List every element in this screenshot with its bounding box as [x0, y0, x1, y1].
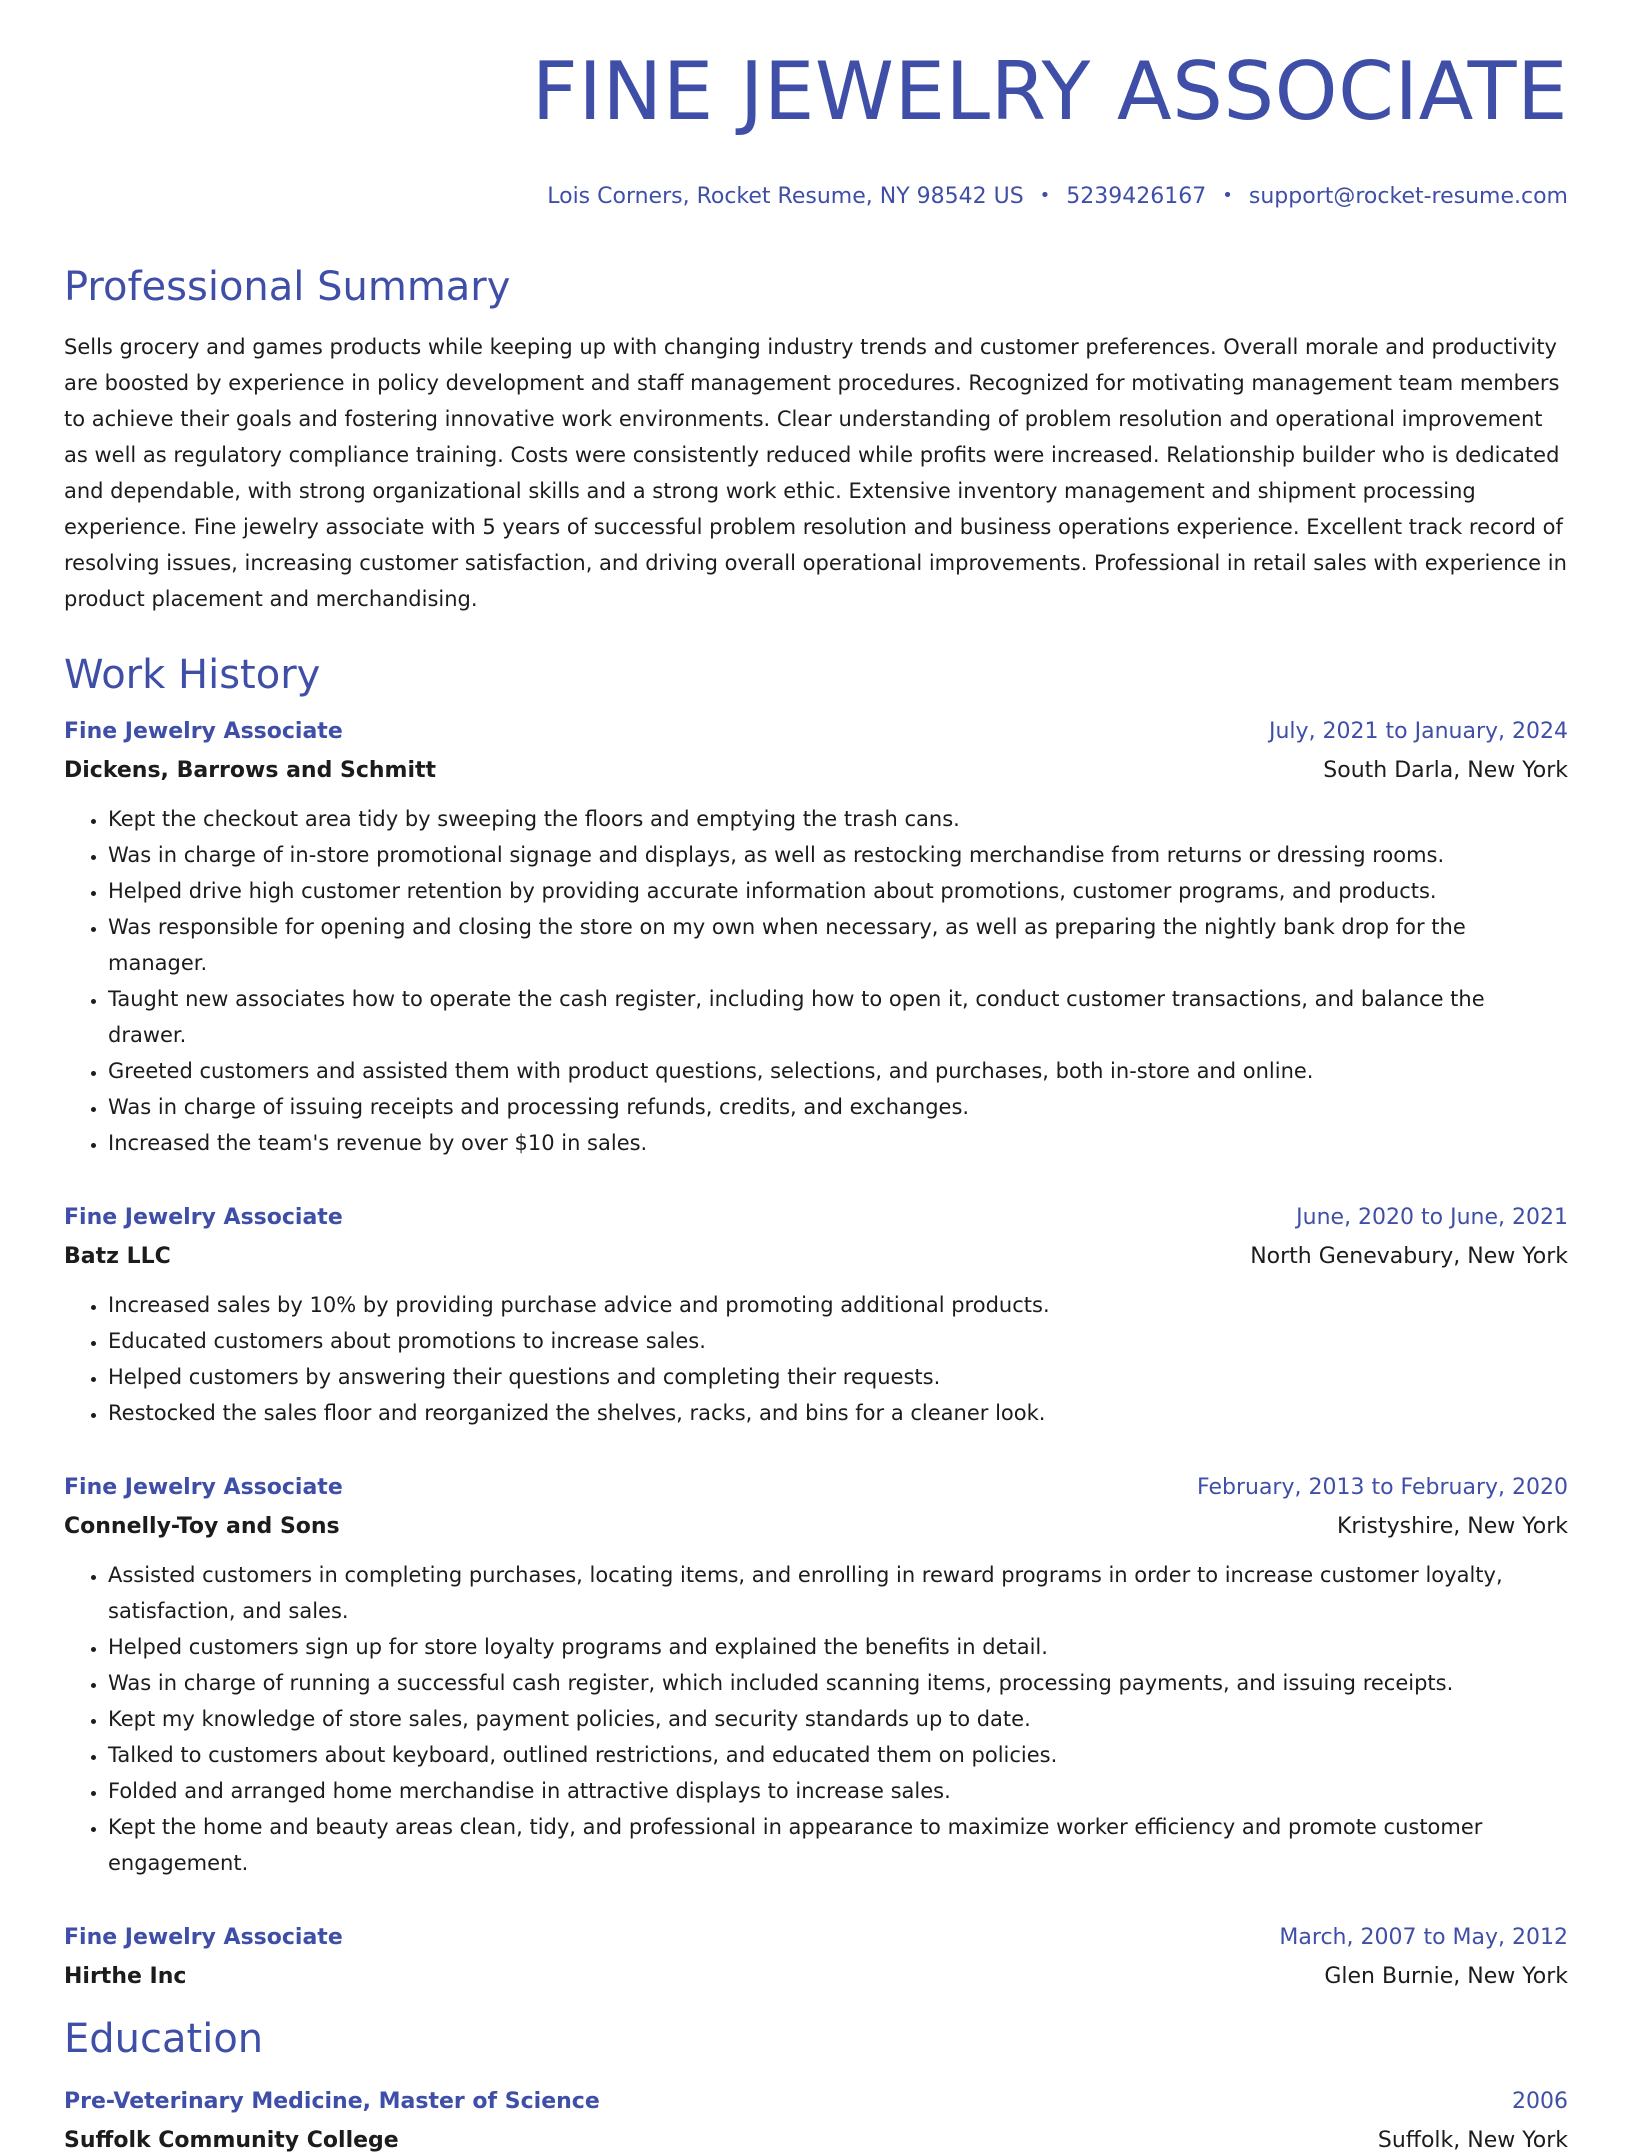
job-company: Hirthe Inc — [64, 1964, 187, 1989]
job-header-row — [64, 1475, 1568, 1500]
job-bullet-list — [64, 801, 1568, 1161]
contact-separator: • — [1222, 185, 1233, 206]
education-school: Suffolk Community College — [64, 2128, 399, 2153]
summary-heading: Professional Summary — [64, 264, 511, 310]
job-bullet: • Assisted customers in completing purchases, locating items, and enrolling in reward programs in order to increase customer loyalty, satisfaction, and sales. — [108, 1557, 1568, 1629]
education-section — [64, 2016, 1568, 2153]
job-role: Fine Jewelry Associate — [64, 1475, 343, 1500]
job-bullet: • Taught new associates how to operate the cash register, including how to open it, conduct customer transactions, and balance the drawer. — [108, 981, 1568, 1053]
job-bullet-list — [64, 1287, 1568, 1431]
job-bullet: • Was in charge of running a successful cash register, which included scanning items, processing payments, and issuing receipts. — [108, 1665, 1568, 1701]
candidate-title: FINE JEWELRY ASSOCIATE — [531, 45, 1568, 138]
job-bullet: • Helped drive high customer retention by providing accurate information about promotions, customer programs, and products. — [108, 873, 1568, 909]
job-company-row — [64, 1514, 1568, 1539]
job-bullet: • Kept the home and beauty areas clean, tidy, and professional in appearance to maximize worker efficiency and promote customer engagement. — [108, 1809, 1568, 1881]
job-bullet-list — [64, 1557, 1568, 1881]
job-role: Fine Jewelry Associate — [64, 719, 343, 744]
job-entry — [64, 1925, 1568, 1989]
job-bullet: • Was in charge of issuing receipts and processing refunds, credits, and exchanges. — [108, 1089, 1568, 1125]
job-bullet: • Folded and arranged home merchandise in attractive displays to increase sales. — [108, 1773, 1568, 1809]
work-history-section — [64, 652, 1568, 1989]
summary-section — [64, 264, 1568, 617]
job-bullet: • Greeted customers and assisted them with product questions, selections, and purchases, both in-store and online. — [108, 1053, 1568, 1089]
contact-line — [64, 184, 1568, 209]
job-bullet: • Kept the checkout area tidy by sweeping the floors and emptying the trash cans. — [108, 801, 1568, 837]
job-entry — [64, 1205, 1568, 1431]
job-bullet: • Was in charge of in-store promotional signage and displays, as well as restocking merchandise from returns or dressing rooms. — [108, 837, 1568, 873]
job-location: Glen Burnie, New York — [1324, 1964, 1568, 1989]
job-role: Fine Jewelry Associate — [64, 1205, 343, 1230]
job-dates: February, 2013 to February, 2020 — [1197, 1475, 1568, 1500]
job-bullet: • Increased the team's revenue by over $10 in sales. — [108, 1125, 1568, 1161]
job-location: Kristyshire, New York — [1336, 1514, 1568, 1539]
contact-phone[interactable]: 5239426167 — [1066, 184, 1207, 209]
education-year: 2006 — [1512, 2089, 1568, 2114]
education-location: Suffolk, New York — [1377, 2128, 1568, 2153]
job-company-row — [64, 758, 1568, 783]
job-bullet: • Helped customers by answering their questions and completing their requests. — [108, 1359, 1568, 1395]
job-bullet: • Restocked the sales floor and reorganized the shelves, racks, and bins for a cleaner look. — [108, 1395, 1568, 1431]
education-entry — [64, 2089, 1568, 2153]
summary-text: Sells grocery and games products while keeping up with changing industry trends and customer preferences. Overall morale and productivity are boosted by experience in policy development and staff management procedures. Recognized for motivating management team members to achieve their goals and fostering innovative work environments. Clear understanding of problem resolution and operational improvement as well as regulatory compliance training. Costs were consistently reduced while profits were increased. Relationship builder who is dedicated and dependable, with strong organizational skills and a strong work ethic. Extensive inventory management and shipment processing experience. Fine jewelry associate with 5 years of successful problem resolution and business operations experience. Excellent track record of resolving issues, increasing customer satisfaction, and driving overall operational improvements. Professional in retail sales with experience in product placement and merchandising. — [64, 335, 1567, 611]
education-degree: Pre-Veterinary Medicine, Master of Science — [64, 2089, 600, 2114]
job-bullet: • Helped customers sign up for store loyalty programs and explained the benefits in detail. — [108, 1629, 1568, 1665]
job-location: North Genevabury, New York — [1250, 1244, 1568, 1269]
education-school-row — [64, 2128, 1568, 2153]
contact-email[interactable]: support@rocket-resume.com — [1248, 184, 1568, 209]
job-company: Dickens, Barrows and Schmitt — [64, 758, 437, 783]
job-bullet: • Was responsible for opening and closing the store on my own when necessary, as well as preparing the nightly bank drop for the manager. — [108, 909, 1568, 981]
education-heading: Education — [64, 2016, 264, 2062]
job-bullet: • Talked to customers about keyboard, outlined restrictions, and educated them on policies. — [108, 1737, 1568, 1773]
contact-address: Lois Corners, Rocket Resume, NY 98542 US — [547, 184, 1024, 209]
job-bullet: • Educated customers about promotions to increase sales. — [108, 1323, 1568, 1359]
work-history-heading: Work History — [64, 652, 321, 698]
job-role: Fine Jewelry Associate — [64, 1925, 343, 1950]
job-bullet: • Increased sales by 10% by providing purchase advice and promoting additional products. — [108, 1287, 1568, 1323]
job-dates: June, 2020 to June, 2021 — [1296, 1205, 1568, 1230]
job-header-row — [64, 1925, 1568, 1950]
job-company: Batz LLC — [64, 1244, 171, 1269]
job-header-row — [64, 1205, 1568, 1230]
job-dates: July, 2021 to January, 2024 — [1269, 719, 1568, 744]
job-entry — [64, 1475, 1568, 1881]
resume-header — [64, 45, 1568, 209]
job-dates: March, 2007 to May, 2012 — [1279, 1925, 1568, 1950]
contact-separator: • — [1039, 185, 1051, 206]
job-company-row — [64, 1964, 1568, 1989]
job-header-row — [64, 719, 1568, 744]
job-company-row — [64, 1244, 1568, 1269]
job-bullet: • Kept my knowledge of store sales, payment policies, and security standards up to date. — [108, 1701, 1568, 1737]
job-entry — [64, 719, 1568, 1161]
job-company: Connelly-Toy and Sons — [64, 1514, 340, 1539]
job-location: South Darla, New York — [1323, 758, 1568, 783]
education-header-row — [64, 2089, 1568, 2114]
